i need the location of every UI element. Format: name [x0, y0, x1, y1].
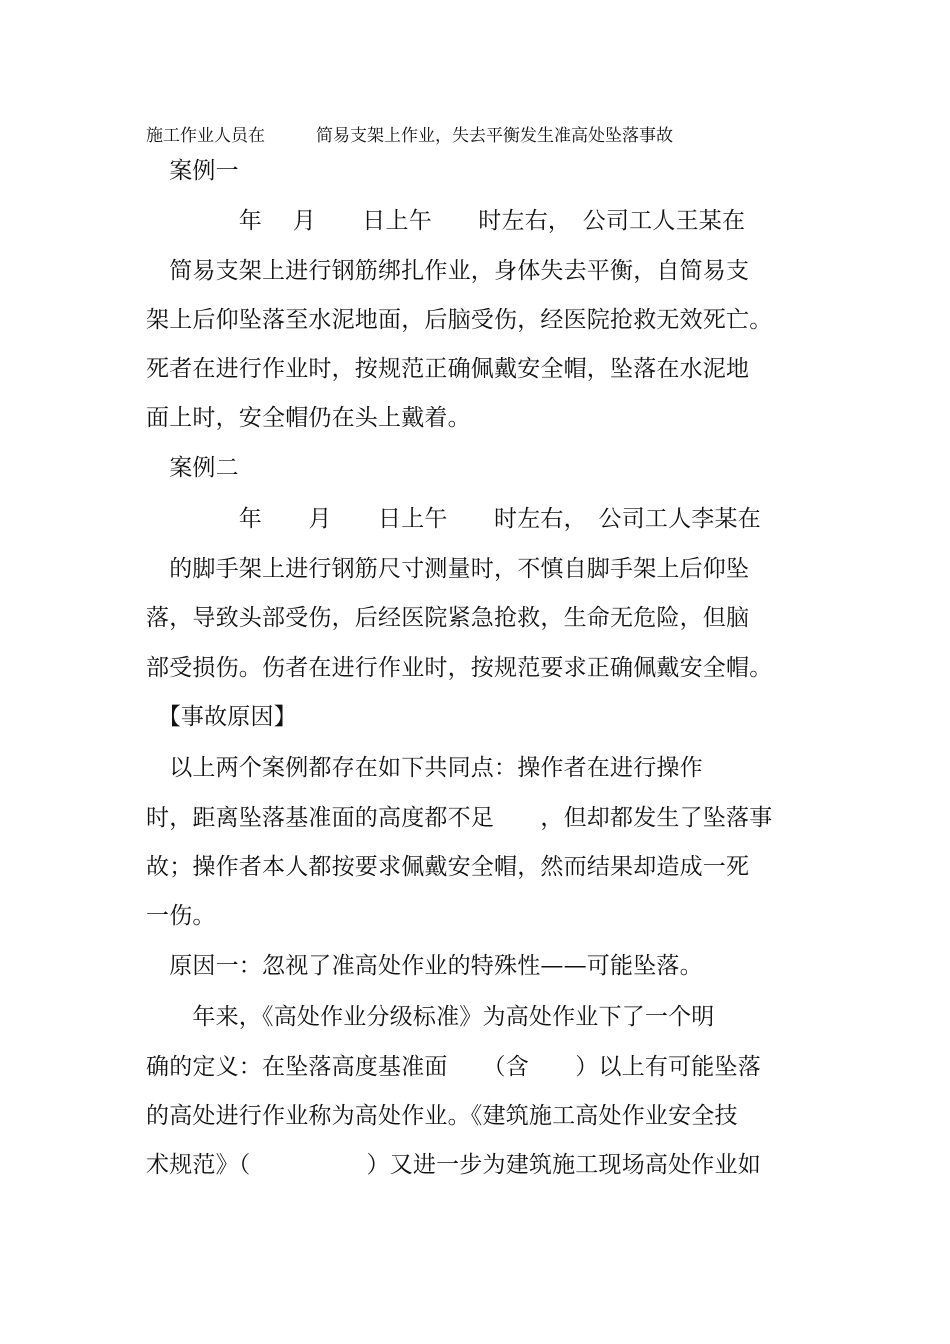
text-line: 的高处进行作业称为高处作业。《建筑施工高处作业安全技: [146, 1103, 738, 1129]
text-line: 年来，《高处作业分级标准》为高处作业下了一个明: [146, 1004, 715, 1030]
text-line: 部受损伤。伤者在进行作业时，按规范要求正确佩戴安全帽。: [146, 655, 773, 681]
text-line: 案例一: [146, 158, 239, 184]
text-line: 面上时，安全帽仍在头上戴着。: [146, 405, 471, 431]
text-line: 架上后仰坠落至水泥地面，后脑受伤，经医院抢救无效死亡。: [146, 307, 773, 333]
text-line: 年 月 日上午 时左右， 公司工人李某在: [146, 506, 761, 532]
text-line: 死者在进行作业时，按规范正确佩戴安全帽，坠落在水泥地: [146, 356, 750, 382]
text-line: 案例二: [146, 455, 239, 481]
text-line: 原因一：忽视了准高处作业的特殊性——可能坠落。: [146, 953, 703, 979]
text-line: 以上两个案例都存在如下共同点：操作者在进行操作: [146, 755, 703, 781]
text-line: 落，导致头部受伤，后经医院紧急抢救，生命无危险，但脑: [146, 605, 750, 631]
text-line: 故；操作者本人都按要求佩戴安全帽，然而结果却造成一死: [146, 854, 750, 880]
text-line: 【事故原因】: [146, 704, 297, 730]
text-line: 年 月 日上午 时左右， 公司工人王某在: [146, 208, 746, 234]
text-line: 确的定义：在坠落高度基准面 （含 ）以上有可能坠落: [146, 1054, 761, 1080]
text-line: 术规范》（ ）又进一步为建筑施工现场高处作业如: [146, 1152, 761, 1178]
document-title: 施工作业人员在 简易支架上作业，失去平衡发生准高处坠落事故: [146, 126, 673, 146]
text-line: 时，距离坠落基准面的高度都不足 ，但却都发生了坠落事: [146, 805, 773, 831]
text-line: 的脚手架上进行钢筋尺寸测量时，不慎自脚手架上后仰坠: [146, 556, 750, 582]
text-line: 一伤。: [146, 903, 216, 929]
text-line: 简易支架上进行钢筋绑扎作业，身体失去平衡，自简易支: [146, 258, 750, 284]
